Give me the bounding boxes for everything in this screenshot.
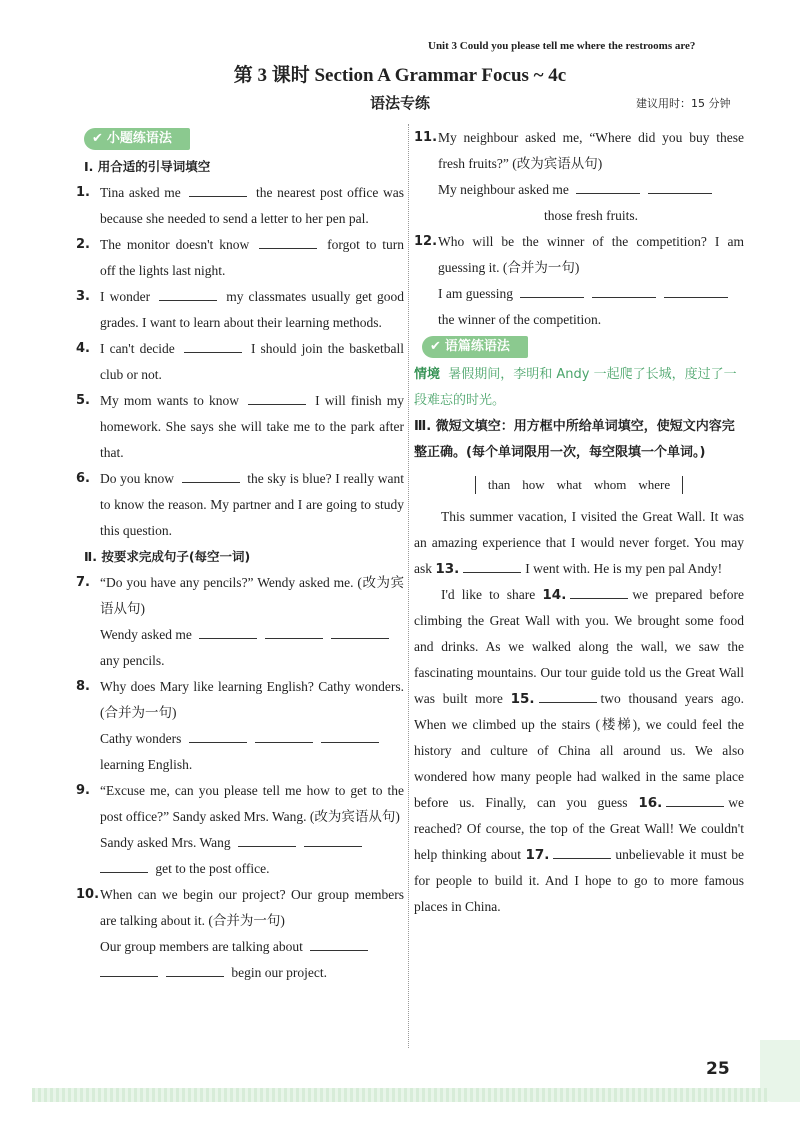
answer-blank[interactable]	[321, 728, 379, 743]
word-box	[414, 472, 744, 498]
footer-stripe	[32, 1088, 768, 1102]
question-5: 5. My mom wants to know I will finish my homework. She says she will take me to the park after that.	[76, 388, 404, 466]
answer-blank-15[interactable]	[539, 688, 597, 703]
page-number: 25	[706, 1059, 730, 1079]
answer-blank[interactable]	[648, 179, 712, 194]
question-8: 8. Why does Mary like learning English? Cathy wonders. (合并为一句) Cathy wonders learning English.	[76, 679, 404, 772]
question-11: 11. My neighbour asked me, “Where did you buy these fresh fruits?” (改为宾语从句) My neighbour asked me those fresh fruits.	[414, 130, 744, 223]
answer-blank[interactable]	[248, 390, 306, 405]
suggested-time: 建议用时：15 分钟	[636, 97, 731, 110]
check-icon: ✔	[430, 339, 441, 354]
answer-blank[interactable]	[166, 962, 224, 977]
answer-blank[interactable]	[259, 234, 317, 249]
answer-blank[interactable]	[310, 936, 368, 951]
column-divider	[408, 124, 409, 1048]
answer-blank[interactable]	[189, 182, 247, 197]
answer-blank[interactable]	[238, 832, 296, 847]
answer-blank[interactable]	[592, 283, 656, 298]
passage-paragraph-2: I'd like to share 14. we prepared before climbing the Great Wall with you. We brought some food and drinks. As we walked along the wall, we saw the fascinating mountains. Our tour guide told us the Great Wall was built more 15. two thousand years ago. When we climbed up the stairs (楼梯), we could feel the history and culture of China all around us. We also wondered how many people had walked in the same place before us. Finally, can you guess 16. we reached? Of course, the top of the Great Wall! We couldn't help thinking about 17. unbelievable it must be for people to build it. And I hope to go to more famous places in China.	[414, 582, 744, 920]
answer-blank[interactable]	[255, 728, 313, 743]
scenario-text: 情境 暑假期间，李明和 Andy 一起爬了长城，度过了一段难忘的时光。	[414, 367, 737, 408]
answer-blank[interactable]	[159, 286, 217, 301]
section-1-heading: Ⅰ. 用合适的引导词填空	[84, 159, 211, 174]
answer-blank[interactable]	[182, 468, 240, 483]
question-1: 1. Tina asked me the nearest post office was because she needed to send a letter to her pen pal.	[76, 180, 404, 232]
answer-blank[interactable]	[304, 832, 362, 847]
answer-blank[interactable]	[189, 728, 247, 743]
answer-blank-13[interactable]	[463, 558, 521, 573]
question-2: 2. The monitor doesn't know forgot to turn off the lights last night.	[76, 232, 404, 284]
word-option: where	[638, 477, 671, 492]
question-7: 7. “Do you have any pencils?” Wendy asked me. (改为宾语从句) Wendy asked me any pencils.	[76, 575, 404, 668]
answer-blank[interactable]	[520, 283, 584, 298]
lesson-title: 第 3 课时 Section A Grammar Focus ~ 4c	[233, 65, 567, 86]
question-4: 4. I can't decide I should join the basketball club or not.	[76, 336, 404, 388]
answer-blank-17[interactable]	[553, 844, 611, 859]
section-badge-practice: ✔ 小题练语法	[84, 128, 190, 150]
left-column	[76, 125, 404, 986]
check-icon: ✔	[92, 131, 103, 146]
answer-blank[interactable]	[265, 624, 323, 639]
answer-blank[interactable]	[331, 624, 389, 639]
question-9: 9. “Excuse me, can you please tell me how to get to the post office?” Sandy asked Mrs. Wang. (改为宾语从句) Sandy asked Mrs. Wang get to the post office.	[76, 783, 404, 876]
answer-blank[interactable]	[664, 283, 728, 298]
section-badge-passage: ✔ 语篇练语法	[422, 336, 528, 358]
right-column	[414, 125, 744, 920]
answer-blank[interactable]	[100, 962, 158, 977]
answer-blank-14[interactable]	[570, 584, 628, 599]
question-10: 10. When can we begin our project? Our group members are talking about it. (合并为一句) Our group members are talking about begin our project.	[76, 887, 404, 980]
question-3: 3. I wonder my classmates usually get good grades. I want to learn about their learning methods.	[76, 284, 404, 336]
word-option: than	[487, 477, 511, 492]
answer-blank[interactable]	[100, 858, 148, 873]
passage-paragraph-1: This summer vacation, I visited the Great Wall. It was an amazing experience that I would never forget. You may ask 13. I went with. He is my pen pal Andy!	[414, 509, 744, 577]
answer-blank-16[interactable]	[666, 792, 724, 807]
section-3-heading: Ⅲ. 微短文填空：用方框中所给单词填空，使短文内容完整正确。(每个单词限用一次，每空限填一个单词。)	[414, 419, 735, 460]
answer-blank[interactable]	[576, 179, 640, 194]
question-6: 6. Do you know the sky is blue? I really want to know the reason. My partner and I are going to study this question.	[76, 466, 404, 544]
answer-blank[interactable]	[184, 338, 242, 353]
answer-blank[interactable]	[199, 624, 257, 639]
word-option: how	[522, 477, 545, 492]
unit-header: Unit 3 Could you please tell me where the restrooms are?	[428, 40, 696, 52]
question-12: 12. Who will be the winner of the competition? I am guessing it. (合并为一句) I am guessing the winner of the competition.	[414, 234, 744, 327]
word-option: whom	[593, 477, 627, 492]
word-option: what	[556, 477, 582, 492]
section-2-heading: Ⅱ. 按要求完成句子(每空一词)	[84, 549, 251, 564]
lesson-subtitle: 语法专练	[370, 94, 431, 112]
